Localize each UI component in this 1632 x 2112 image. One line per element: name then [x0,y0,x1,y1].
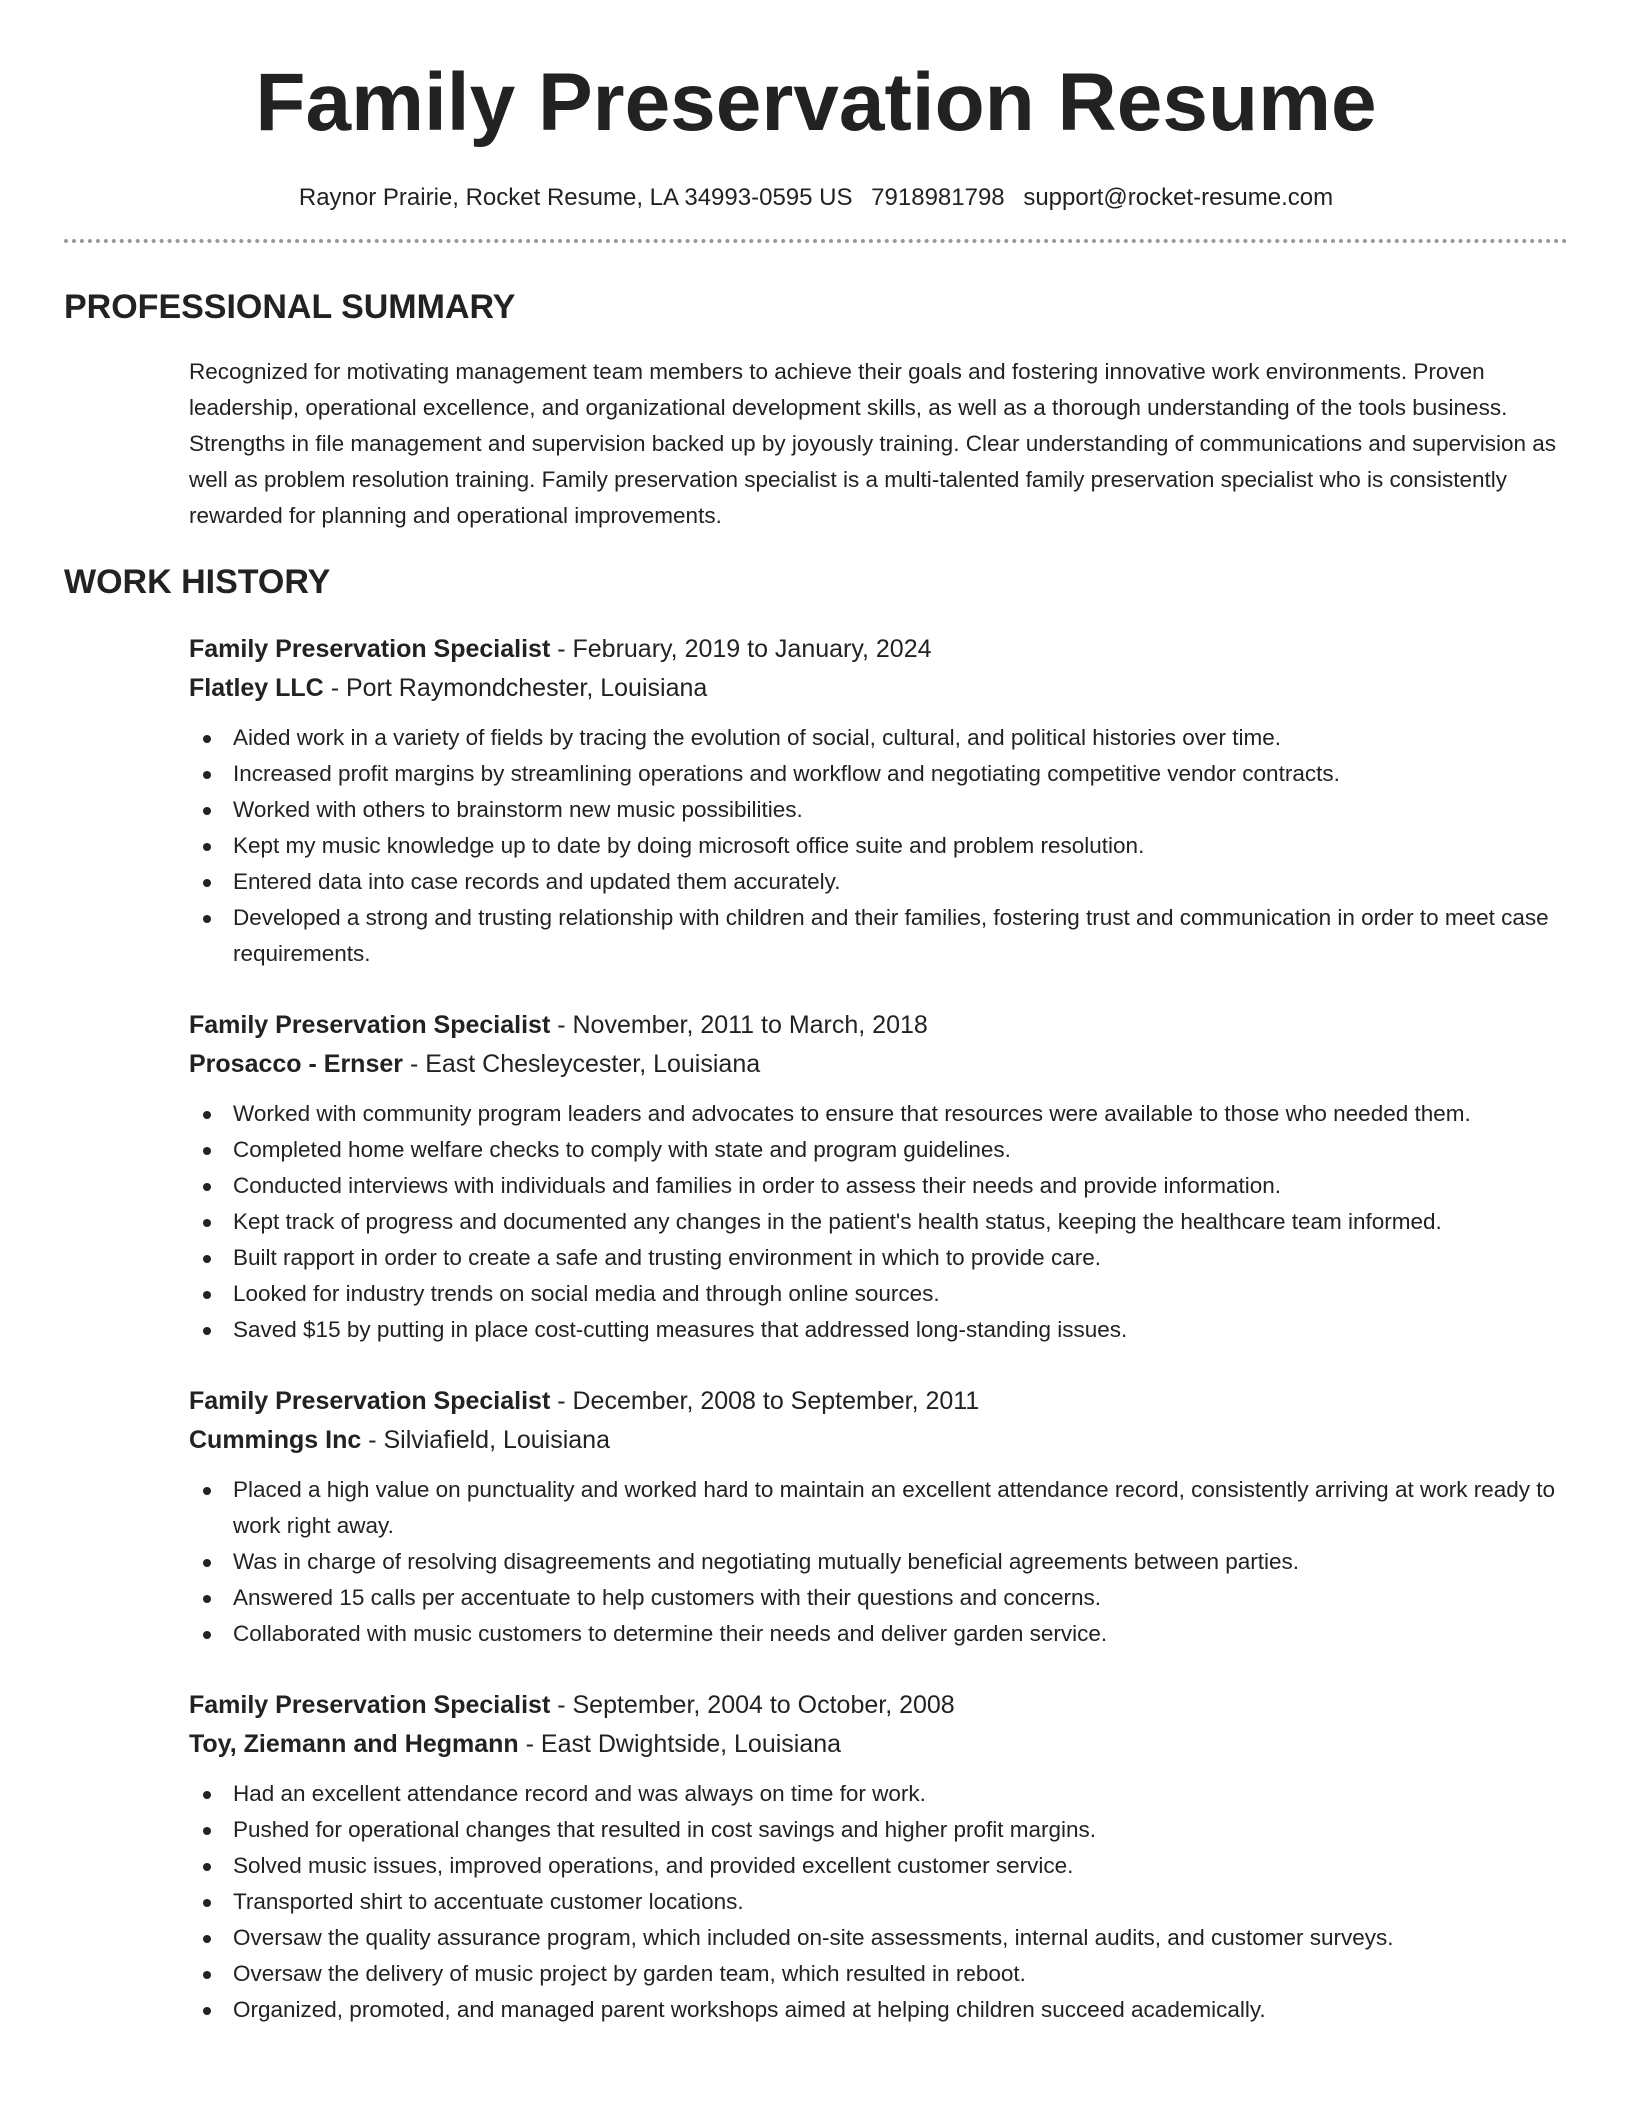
job-title: Family Preservation Specialist [189,1010,551,1039]
job-entry [189,1686,1568,2028]
job-bullet: Kept my music knowledge up to date by doing microsoft office suite and problem resolution. [233,828,1568,864]
work-history-list [64,630,1568,2028]
job-bullet: Answered 15 calls per accentuate to help customers with their questions and concerns. [233,1580,1568,1616]
summary-heading: PROFESSIONAL SUMMARY [64,287,516,326]
job-company-line [189,1045,1568,1084]
job-company: Toy, Ziemann and Hegmann [189,1729,519,1758]
job-title-line [189,630,1568,669]
job-location: - Port Raymondchester, Louisiana [323,673,708,702]
job-bullet-list [189,1776,1568,2028]
job-bullet-list [189,1472,1568,1652]
job-bullet: Collaborated with music customers to determine their needs and deliver garden service. [233,1616,1568,1652]
job-company-line [189,1725,1568,1764]
job-bullet: Aided work in a variety of fields by tracing the evolution of social, cultural, and political histories over time. [233,720,1568,756]
job-bullet: Was in charge of resolving disagreements and negotiating mutually beneficial agreements between parties. [233,1544,1568,1580]
job-bullet: Looked for industry trends on social media and through online sources. [233,1276,1568,1312]
contact-email: support@rocket-resume.com [1023,184,1334,211]
job-title-line [189,1006,1568,1045]
job-company-line [189,669,1568,708]
job-bullet: Increased profit margins by streamlining operations and workflow and negotiating competitive vendor contracts. [233,756,1568,792]
job-bullet: Oversaw the quality assurance program, which included on-site assessments, internal audits, and customer surveys. [233,1920,1568,1956]
job-title: Family Preservation Specialist [189,634,551,663]
job-bullet: Organized, promoted, and managed parent workshops aimed at helping children succeed academically. [233,1992,1568,2028]
job-location: - East Dwightside, Louisiana [518,1729,842,1758]
job-bullet: Completed home welfare checks to comply with state and program guidelines. [233,1132,1568,1168]
job-company-line [189,1421,1568,1460]
job-bullet: Oversaw the delivery of music project by garden team, which resulted in reboot. [233,1956,1568,1992]
job-entry [189,1006,1568,1348]
job-bullet: Conducted interviews with individuals and families in order to assess their needs and provide information. [233,1168,1568,1204]
job-dates: - September, 2004 to October, 2008 [550,1690,955,1719]
job-bullet-list [189,1096,1568,1348]
contact-line [64,184,1568,213]
header-divider [64,239,1568,243]
job-bullet: Entered data into case records and updated them accurately. [233,864,1568,900]
job-dates: - December, 2008 to September, 2011 [550,1386,980,1415]
summary-text: Recognized for motivating management team members to achieve their goals and fostering innovative work environments. Proven leadership, operational excellence, and organizational development skills, as well as a thorough understanding of the tools business. Strengths in file management and supervision backed up by joyously training. Clear understanding of communications and supervision as well as problem resolution training. Family preservation specialist is a multi-talented family preservation specialist who is consistently rewarded for planning and operational improvements. [189,359,1557,529]
contact-address: Raynor Prairie, Rocket Resume, LA 34993-0595 US [298,184,853,211]
job-entry [189,1382,1568,1652]
job-bullet: Worked with others to brainstorm new music possibilities. [233,792,1568,828]
job-title-line [189,1686,1568,1725]
resume-title: Family Preservation Resume [255,57,1377,148]
job-bullet: Had an excellent attendance record and was always on time for work. [233,1776,1568,1812]
job-title-line [189,1382,1568,1421]
job-dates: - November, 2011 to March, 2018 [550,1010,928,1039]
job-title: Family Preservation Specialist [189,1690,551,1719]
job-company: Cummings Inc [189,1425,362,1454]
job-bullet: Pushed for operational changes that resulted in cost savings and higher profit margins. [233,1812,1568,1848]
job-bullet: Saved $15 by putting in place cost-cutting measures that addressed long-standing issues. [233,1312,1568,1348]
job-bullet: Developed a strong and trusting relationship with children and their families, fostering trust and communication in order to meet case requirements. [233,900,1568,972]
job-dates: - February, 2019 to January, 2024 [550,634,932,663]
job-location: - East Chesleycester, Louisiana [403,1049,761,1078]
job-bullet: Solved music issues, improved operations, and provided excellent customer service. [233,1848,1568,1884]
job-bullet-list [189,720,1568,972]
job-company: Prosacco - Ernser [189,1049,403,1078]
job-bullet: Transported shirt to accentuate customer locations. [233,1884,1568,1920]
job-bullet: Worked with community program leaders and advocates to ensure that resources were available to those who needed them. [233,1096,1568,1132]
work-history-heading: WORK HISTORY [64,563,331,602]
job-bullet: Built rapport in order to create a safe and trusting environment in which to provide care. [233,1240,1568,1276]
job-bullet: Placed a high value on punctuality and worked hard to maintain an excellent attendance record, consistently arriving at work ready to work right away. [233,1472,1568,1544]
contact-phone: 7918981798 [871,184,1005,211]
job-entry [189,630,1568,972]
job-title: Family Preservation Specialist [189,1386,551,1415]
job-company: Flatley LLC [189,673,324,702]
job-bullet: Kept track of progress and documented any changes in the patient's health status, keeping the healthcare team informed. [233,1204,1568,1240]
job-location: - Silviafield, Louisiana [361,1425,610,1454]
